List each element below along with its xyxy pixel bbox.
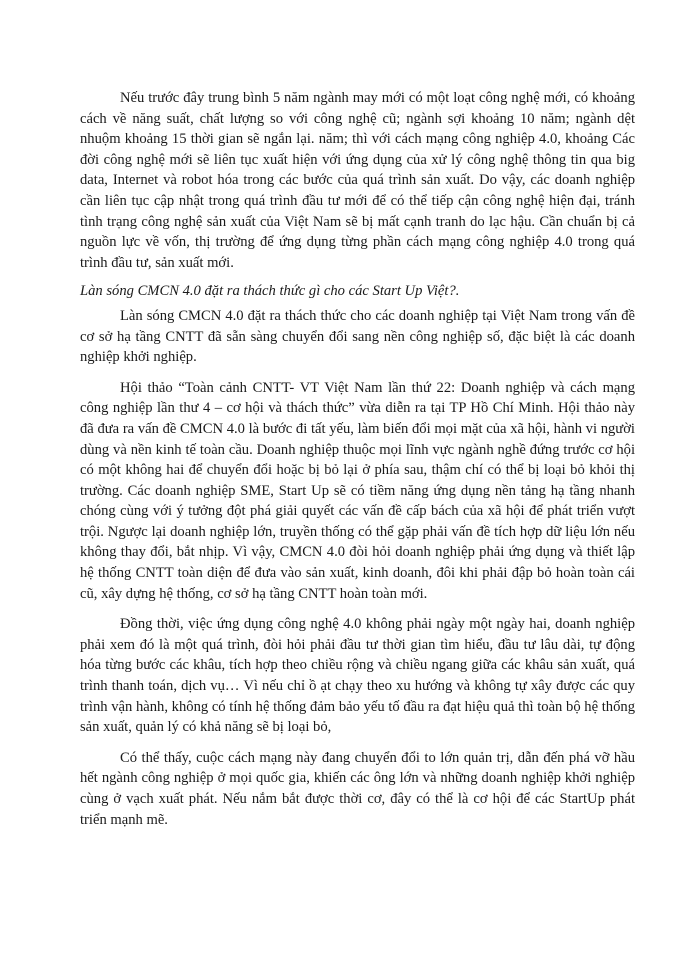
paragraph-conference: Hội thảo “Toàn cảnh CNTT- VT Việt Nam lần thứ 22: Doanh nghiệp và cách mạng công nghiệp lần thư 4 – cơ hội và thách thức” vừa diễn ra tại TP Hồ Chí Minh. Hội thảo này đã đưa ra vấn đề CMCN 4.0 là bước đi tất yếu, làm biến đổi mọi mặt của xã hội, hành vi người dùng và nền kinh tế toàn cầu. Doanh nghiệp thuộc mọi lĩnh vực ngành nghề đứng trước cơ hội có một không hai để chuyển đổi hoặc bị bỏ lại ở phía sau, thậm chí có thể bị loại bỏ khỏi thị trường. Các doanh nghiệp SME, Start Up sẽ có tiềm năng ứng dụng nền tảng hạ tầng nhanh chóng cùng với ý tưởng đột phá giải quyết các vấn đề cấp bách của xã hội để phát triển vượt trội. Ngược lại doanh nghiệp lớn, truyền thống có thể gặp phải vấn đề tích hợp dữ liệu lớn nếu không thay đổi, bắt nhịp. Vì vậy, CMCN 4.0 đòi hỏi doanh nghiệp phải ứng dụng và thiết lập hệ thống CNTT toàn diện để đưa vào sản xuất, kinh doanh, đôi khi phải đập bỏ hoàn toàn cái cũ, xây dựng hệ thống, cơ sở hạ tầng CNTT hoàn toàn mới. (80, 379, 635, 602)
section-heading: Làn sóng CMCN 4.0 đặt ra thách thức gì cho các Start Up Việt?. (80, 283, 460, 300)
paragraph-challenge: Làn sóng CMCN 4.0 đặt ra thách thức cho các doanh nghiệp tại Việt Nam trong vấn đề cơ sở hạ tầng CNTT đã sẵn sàng chuyển đổi sang nền công nghiệp số, đặc biệt là các doanh nghiệp khởi nghiệp. (80, 307, 635, 366)
paragraph-conclusion: Có thể thấy, cuộc cách mạng này đang chuyển đổi to lớn quản trị, dẫn đến phá vỡ hầu hết ngành công nghiệp ở mọi quốc gia, khiến các ông lớn và những doanh nghiệp khởi nghiệp cùng ở vạch xuất phát. Nếu nắm bắt được thời cơ, đây có thể là cơ hội để các StartUp phát triển mạnh mẽ. (80, 749, 635, 828)
paragraph-process: Đồng thời, việc ứng dụng công nghệ 4.0 không phải ngày một ngày hai, doanh nghiệp phải xem đó là một quá trình, đòi hỏi phải đầu tư thời gian tìm hiểu, đầu tư lâu dài, tự động hóa từng bước các khâu, tích hợp theo chiều rộng và chiều ngang giữa các khâu sản xuất, quá trình thanh toán, dịch vụ… Vì nếu chỉ ồ ạt chạy theo xu hướng và không tự xây được các quy trình vận hành, không có tính hệ thống đảm bảo yếu tố đầu ra đạt hiệu quả thì toàn bộ hệ thống sản xuất, quản lý có khả năng sẽ bị loại bỏ, (80, 616, 635, 736)
paragraph-intro: Nếu trước đây trung bình 5 năm ngành may mới có một loạt công nghệ mới, có khoảng cách về năng suất, chất lượng so với công nghệ cũ; ngành sợi khoảng 10 năm; ngành dệt nhuộm khoảng 15 thời gian sẽ ngắn lại. năm; thì với cách mạng công nghiệp 4.0, khoảng Các đời công nghệ mới sẽ liên tục xuất hiện với ứng dụng của xử lý công nghệ thông tin qua big data, Internet và robot hóa trong các bước của quá trình sản xuất. Do vậy, các doanh nghiệp cần liên tục cập nhật trong quá trình đầu tư mới để có thể tiếp cận công nghệ hiện đại, tránh tình trạng công nghệ sản xuất của Việt Nam sẽ bị mất cạnh tranh do lạc hậu. Cần chuẩn bị cả nguồn lực về vốn, thị trường để ứng dụng từng phần cách mạng công nghiệp 4.0 trong quá trình đầu tư, sản xuất mới. (80, 90, 635, 271)
document-page (80, 88, 635, 830)
